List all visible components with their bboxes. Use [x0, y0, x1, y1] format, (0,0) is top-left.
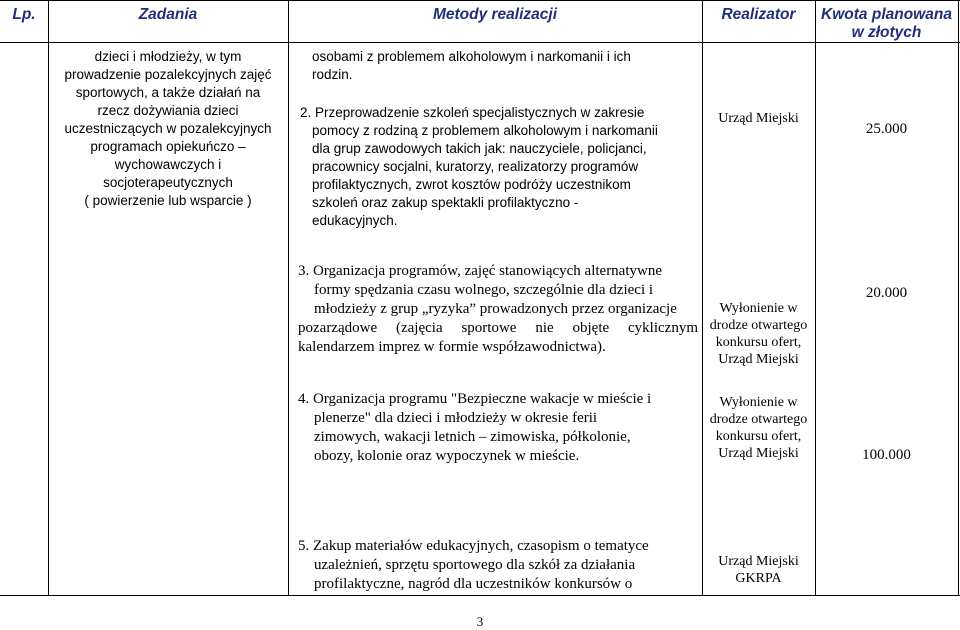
method-line: profilaktyczne, nagród dla uczestników konkursów o	[314, 576, 633, 592]
method-line: pracownicy socjalni, kuratorzy, realizatorzy programów	[312, 159, 639, 174]
header-lp: Lp.	[12, 6, 36, 23]
realizator-row-4	[702, 394, 815, 462]
col-border-lp	[48, 0, 49, 596]
method-item-4	[298, 390, 698, 466]
method-item-3	[298, 262, 698, 357]
method-line: 2. Przeprowadzenie szkoleń specjalistycznych w zakresie	[300, 105, 645, 120]
realizator-line: Wyłonienie w	[719, 395, 798, 410]
realizator-line: GKRPA	[735, 571, 782, 586]
method-line: szkoleń oraz zakup spektakli profilaktyczno -	[312, 195, 579, 210]
task-line: dzieci i młodzieży, w tym	[94, 49, 242, 64]
realizator-row-3	[702, 300, 815, 368]
realizator-line: konkursu ofert,	[715, 429, 802, 444]
method-line: obozy, kolonie oraz wypoczynek w mieście.	[314, 448, 580, 464]
header-realizator: Realizator	[721, 6, 796, 23]
col-border-right	[958, 0, 959, 596]
amount-row-3: 20.000	[865, 285, 908, 301]
task-line: socjoterapeutycznych	[103, 175, 233, 190]
realizator-row-2: Urząd Miejski	[718, 111, 799, 126]
method-line: profilaktycznych, zwrot kosztów podróży uczestnikom	[312, 177, 631, 192]
method-line: zimowych, wakacji letnich – zimowiska, półkolonie,	[314, 429, 631, 445]
method-line: formy spędzania czasu wolnego, szczególnie dla dzieci i	[314, 282, 654, 298]
method-line: 5. Zakup materiałów edukacyjnych, czasopism o tematyce	[298, 538, 649, 554]
realizator-line: drodze otwartego	[709, 412, 808, 427]
header-metody: Metody realizacji	[432, 6, 558, 23]
method-line: 3. Organizacja programów, zajęć stanowiących alternatywne	[298, 263, 662, 279]
method-line: młodzieży z grup „ryzyka” prowadzonych przez organizacje	[314, 301, 677, 317]
task-line: rzecz dożywiania dzieci	[97, 103, 239, 118]
amount-row-4: 100.000	[862, 447, 911, 463]
method-line: kalendarzem imprez w formie współzawodnictwa).	[298, 339, 606, 355]
col-border-zadania	[288, 0, 289, 596]
realizator-row-5	[702, 553, 815, 587]
realizator-line: konkursu ofert,	[715, 335, 802, 350]
table-bottom-border	[0, 595, 960, 596]
method-item-5	[298, 537, 698, 594]
method-line: 4. Organizacja programu "Bezpieczne wakacje w mieście i	[298, 391, 652, 407]
method-line: pozarządowe (zajęcia sportowe nie objęte cyklicznym	[298, 320, 698, 336]
method-item-2	[300, 104, 698, 230]
header-kwota-line1: Kwota planowana	[821, 6, 952, 23]
realizator-line: Urząd Miejski	[718, 352, 799, 367]
realizator-line: drodze otwartego	[709, 318, 808, 333]
realizator-line: Urząd Miejski	[718, 446, 799, 461]
task-line: ( powierzenie lub wsparcie )	[84, 193, 252, 208]
method-line: rodzin.	[312, 67, 353, 82]
realizator-line: Wyłonienie w	[719, 301, 798, 316]
header-zadania: Zadania	[138, 6, 198, 23]
table-top-border	[0, 0, 960, 1]
realizator-line: Urząd Miejski	[718, 554, 799, 569]
task-line: sportowych, a także działań na	[75, 85, 261, 100]
method-line: osobami z problemem alkoholowym i narkomanii i ich	[312, 49, 631, 64]
task-line: programach opiekuńczo –	[90, 139, 246, 154]
method-line: plenerze" dla dzieci i młodzieży w okresie ferii	[314, 410, 598, 426]
method-line: edukacyjnych.	[312, 213, 398, 228]
col-border-metody	[702, 0, 703, 596]
task-line: prowadzenie pozalekcyjnych zajęć	[64, 67, 272, 82]
method-line: dla grup zawodowych takich jak: nauczyciele, policjanci,	[312, 141, 647, 156]
task-description	[50, 48, 286, 210]
method-line: pomocy z rodziną z problemem alkoholowym i narkomanii	[312, 123, 658, 138]
header-kwota-line2: w złotych	[851, 24, 922, 41]
page-number: 3	[476, 614, 484, 629]
task-line: uczestniczących w pozalekcyjnych	[64, 121, 272, 136]
header-bottom-border	[0, 42, 960, 43]
method-line: uzależnień, sprzętu sportowego dla szkół za działania	[314, 557, 636, 573]
task-line: wychowawczych i	[114, 157, 222, 172]
amount-row-2: 25.000	[865, 121, 908, 137]
method-item-continuation	[312, 48, 697, 84]
